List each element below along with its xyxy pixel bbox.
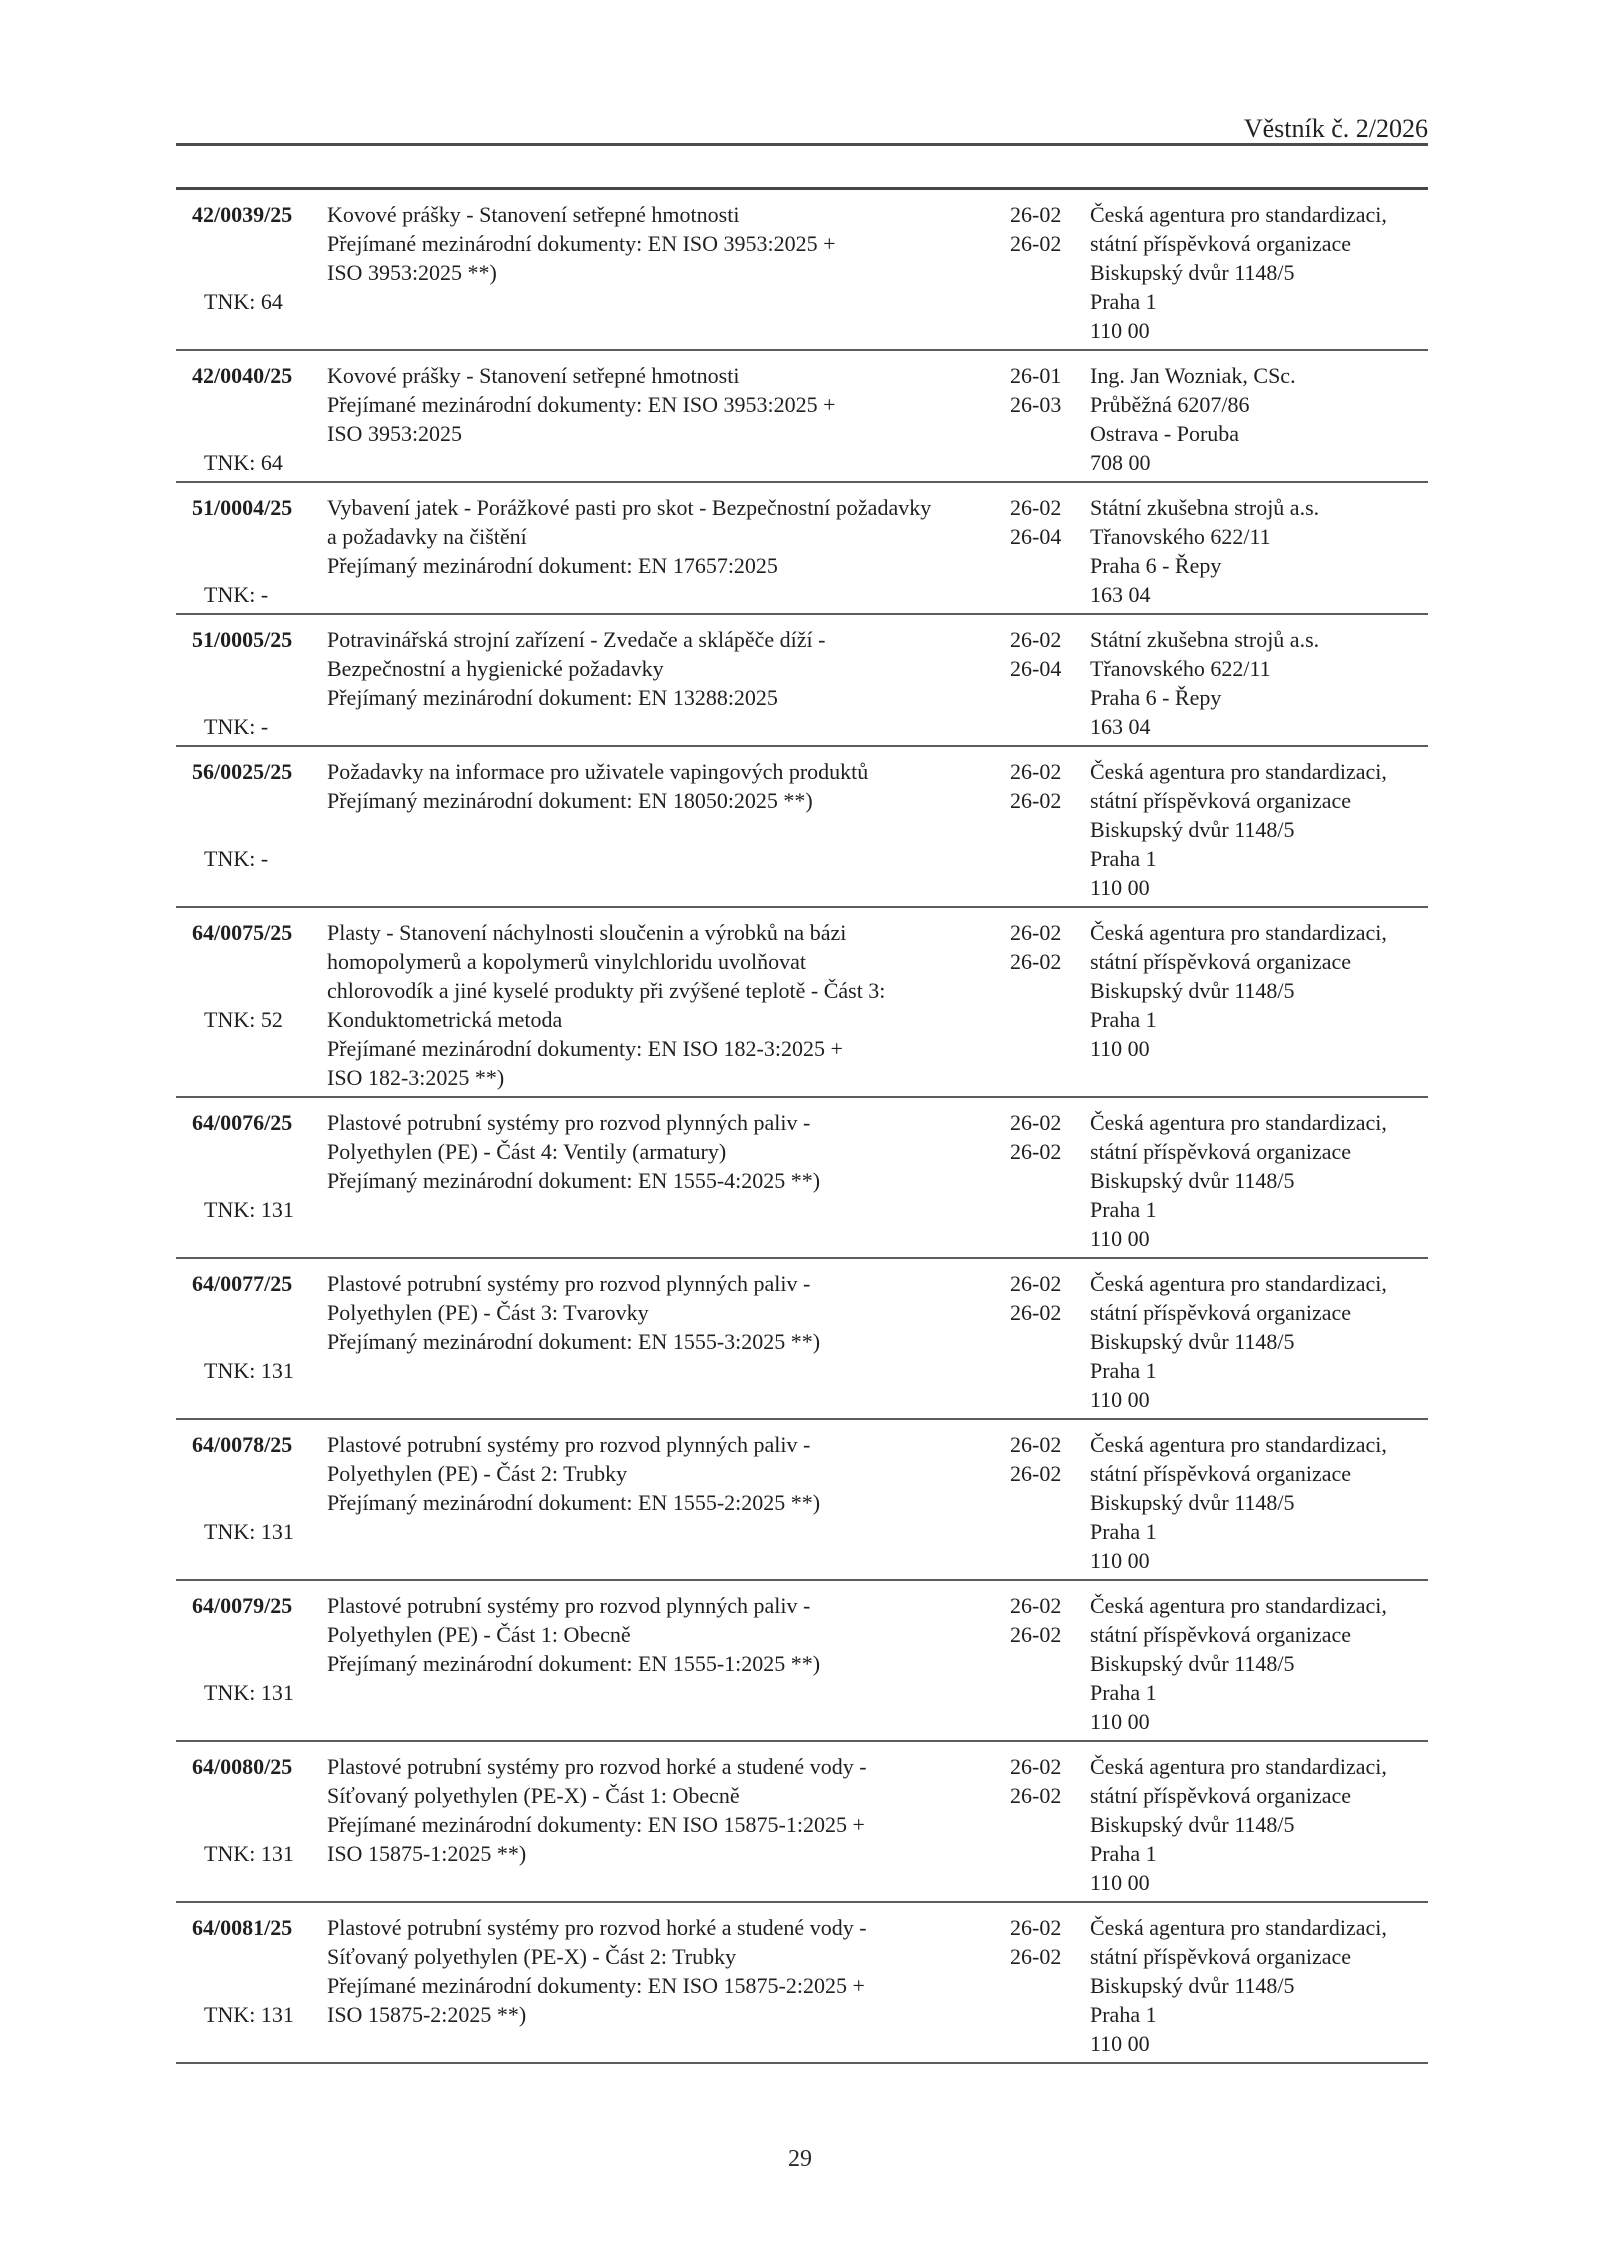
row-id-cell [176,200,327,345]
organization-line: Česká agentura pro standardizaci, [1090,1271,1387,1296]
date-value: 26-02 [1010,920,1062,945]
organization-line: 110 00 [1090,1870,1150,1895]
standard-id: 42/0040/25 [192,363,293,388]
row-description [327,200,1008,345]
organization-line: státní příspěvková organizace [1090,1139,1352,1164]
organization-line: Biskupský dvůr 1148/5 [1090,1490,1295,1515]
description-line: a požadavky na čištění [327,524,527,549]
row-description [327,1591,1008,1736]
row-description [327,1913,1008,2058]
date-value: 26-02 [1010,788,1062,813]
description-line: Přejímaný mezinárodní dokument: EN 1555-3:2025 **) [327,1329,821,1354]
description-line: ISO 182-3:2025 **) [327,1065,505,1090]
organization-line: Česká agentura pro standardizaci, [1090,1432,1387,1457]
description-line: ISO 3953:2025 [327,421,463,446]
row-dates [1008,361,1090,477]
description-line: Plastové potrubní systémy pro rozvod horké a studené vody - [327,1915,867,1940]
row-organization [1090,200,1428,345]
page-header-title: Věstník č. 2/2026 [1243,114,1428,143]
organization-line: Biskupský dvůr 1148/5 [1090,978,1295,1003]
description-line: Přejímané mezinárodní dokumenty: EN ISO 182-3:2025 + [327,1036,843,1061]
organization-line: 163 04 [1090,582,1151,607]
row-dates [1008,1430,1090,1575]
row-dates [1008,625,1090,741]
description-line: Bezpečnostní a hygienické požadavky [327,656,664,681]
organization-line: Praha 1 [1090,1841,1157,1866]
organization-line: státní příspěvková organizace [1090,1461,1352,1486]
row-dates [1008,1108,1090,1253]
description-line: Plastové potrubní systémy pro rozvod horké a studené vody - [327,1754,867,1779]
organization-line: Biskupský dvůr 1148/5 [1090,1651,1295,1676]
organization-line: Státní zkušebna strojů a.s. [1090,627,1320,652]
row-dates [1008,1752,1090,1897]
organization-line: Česká agentura pro standardizaci, [1090,1593,1387,1618]
organization-line: 110 00 [1090,1387,1150,1412]
organization-line: Průběžná 6207/86 [1090,392,1250,417]
row-id-cell [176,493,327,609]
date-value: 26-04 [1010,524,1062,549]
date-value: 26-02 [1010,1461,1062,1486]
description-line: Plasty - Stanovení náchylnosti sloučenin a výrobků na bázi [327,920,847,945]
description-line: Polyethylen (PE) - Část 4: Ventily (armatury) [327,1139,727,1164]
description-line: Vybavení jatek - Porážkové pasti pro skot - Bezpečnostní požadavky [327,495,932,520]
date-value: 26-01 [1010,363,1062,388]
row-organization [1090,361,1428,477]
page-number: 29 [788,2146,812,2172]
description-line: Polyethylen (PE) - Část 1: Obecně [327,1622,631,1647]
tnk-label: TNK: 131 [204,1197,294,1222]
description-line: Přejímaný mezinárodní dokument: EN 17657:2025 [327,553,778,578]
description-line: Konduktometrická metoda [327,1007,563,1032]
row-dates [1008,1913,1090,2058]
organization-line: Praha 1 [1090,289,1157,314]
date-value: 26-02 [1010,1915,1062,1940]
description-line: Přejímaný mezinárodní dokument: EN 1555-1:2025 **) [327,1651,821,1676]
description-line: ISO 15875-1:2025 **) [327,1841,527,1866]
table-row [176,747,1428,908]
date-value: 26-04 [1010,656,1062,681]
table-row [176,483,1428,615]
row-id-cell [176,1430,327,1575]
organization-line: Praha 1 [1090,2002,1157,2027]
organization-line: Biskupský dvůr 1148/5 [1090,1812,1295,1837]
standard-id: 64/0078/25 [192,1432,293,1457]
description-line: Přejímané mezinárodní dokumenty: EN ISO 3953:2025 + [327,392,836,417]
row-id-cell [176,1269,327,1414]
standard-id: 64/0077/25 [192,1271,293,1296]
row-description [327,1108,1008,1253]
date-value: 26-02 [1010,495,1062,520]
organization-line: státní příspěvková organizace [1090,788,1352,813]
date-value: 26-02 [1010,1754,1062,1779]
row-organization [1090,493,1428,609]
row-description [327,918,1008,1092]
date-value: 26-02 [1010,1300,1062,1325]
tnk-label: TNK: - [204,714,269,739]
row-organization [1090,918,1428,1092]
organization-line: Státní zkušebna strojů a.s. [1090,495,1320,520]
description-line: Přejímané mezinárodní dokumenty: EN ISO 15875-2:2025 + [327,1973,865,1998]
organization-line: Biskupský dvůr 1148/5 [1090,1973,1295,1998]
organization-line: Praha 6 - Řepy [1090,553,1222,578]
organization-line: 163 04 [1090,714,1151,739]
table-row [176,351,1428,483]
organization-line: Česká agentura pro standardizaci, [1090,759,1387,784]
standard-id: 64/0076/25 [192,1110,293,1135]
organization-line: Česká agentura pro standardizaci, [1090,202,1387,227]
row-dates [1008,200,1090,345]
row-dates [1008,1591,1090,1736]
row-id-cell [176,1591,327,1736]
table-row [176,1420,1428,1581]
description-line: Kovové prášky - Stanovení setřepné hmotnosti [327,202,740,227]
row-description [327,625,1008,741]
organization-line: Ostrava - Poruba [1090,421,1240,446]
organization-line: 110 00 [1090,318,1150,343]
organization-line: Biskupský dvůr 1148/5 [1090,1329,1295,1354]
row-dates [1008,493,1090,609]
description-line: Síťovaný polyethylen (PE-X) - Část 1: Obecně [327,1783,740,1808]
standard-id: 64/0079/25 [192,1593,293,1618]
organization-line: Praha 1 [1090,1197,1157,1222]
date-value: 26-02 [1010,627,1062,652]
row-description [327,1430,1008,1575]
organization-line: státní příspěvková organizace [1090,1944,1352,1969]
description-line: ISO 15875-2:2025 **) [327,2002,527,2027]
tnk-label: TNK: 131 [204,1358,294,1383]
organization-line: Praha 1 [1090,1519,1157,1544]
row-id-cell [176,1752,327,1897]
row-id-cell [176,1108,327,1253]
description-line: Požadavky na informace pro uživatele vapingových produktů [327,759,869,784]
tnk-label: TNK: - [204,846,269,871]
description-line: Síťovaný polyethylen (PE-X) - Část 2: Trubky [327,1944,737,1969]
standard-id: 64/0081/25 [192,1915,293,1940]
description-line: Přejímaný mezinárodní dokument: EN 18050:2025 **) [327,788,813,813]
description-line: Polyethylen (PE) - Část 2: Trubky [327,1461,628,1486]
date-value: 26-02 [1010,1783,1062,1808]
row-description [327,757,1008,902]
description-line: Polyethylen (PE) - Část 3: Tvarovky [327,1300,649,1325]
description-line: Přejímané mezinárodní dokumenty: EN ISO 15875-1:2025 + [327,1812,865,1837]
row-organization [1090,757,1428,902]
organization-line: státní příspěvková organizace [1090,949,1352,974]
row-description [327,493,1008,609]
date-value: 26-02 [1010,1139,1062,1164]
description-line: ISO 3953:2025 **) [327,260,497,285]
organization-line: Česká agentura pro standardizaci, [1090,1915,1387,1940]
row-id-cell [176,1913,327,2058]
tnk-label: TNK: 131 [204,1519,294,1544]
row-dates [1008,1269,1090,1414]
row-id-cell [176,361,327,477]
date-value: 26-03 [1010,392,1062,417]
organization-line: Česká agentura pro standardizaci, [1090,1754,1387,1779]
organization-line: 110 00 [1090,1709,1150,1734]
date-value: 26-02 [1010,1622,1062,1647]
description-line: chlorovodík a jiné kyselé produkty při zvýšené teplotě - Část 3: [327,978,886,1003]
table-row [176,908,1428,1098]
date-value: 26-02 [1010,231,1062,256]
description-line: Plastové potrubní systémy pro rozvod plynných paliv - [327,1110,811,1135]
standards-table [176,187,1428,2064]
row-organization [1090,625,1428,741]
row-organization [1090,1430,1428,1575]
organization-line: Ing. Jan Wozniak, CSc. [1090,363,1296,388]
date-value: 26-02 [1010,759,1062,784]
description-line: Plastové potrubní systémy pro rozvod plynných paliv - [327,1432,811,1457]
organization-line: Biskupský dvůr 1148/5 [1090,260,1295,285]
organization-line: Třanovského 622/11 [1090,656,1271,681]
row-organization [1090,1752,1428,1897]
tnk-label: TNK: 64 [204,289,283,314]
tnk-label: TNK: 52 [204,1007,283,1032]
standard-id: 51/0004/25 [192,495,293,520]
row-organization [1090,1913,1428,2058]
organization-line: státní příspěvková organizace [1090,231,1352,256]
tnk-label: TNK: 131 [204,2002,294,2027]
description-line: Přejímaný mezinárodní dokument: EN 1555-2:2025 **) [327,1490,821,1515]
tnk-label: TNK: - [204,582,269,607]
organization-line: státní příspěvková organizace [1090,1622,1352,1647]
standard-id: 56/0025/25 [192,759,293,784]
organization-line: státní příspěvková organizace [1090,1300,1352,1325]
description-line: Plastové potrubní systémy pro rozvod plynných paliv - [327,1593,811,1618]
organization-line: Praha 1 [1090,1007,1157,1032]
tnk-label: TNK: 131 [204,1680,294,1705]
organization-line: 110 00 [1090,1548,1150,1573]
description-line: Přejímaný mezinárodní dokument: EN 13288:2025 [327,685,778,710]
row-id-cell [176,625,327,741]
header-rule [176,143,1428,146]
organization-line: Biskupský dvůr 1148/5 [1090,817,1295,842]
standard-id: 51/0005/25 [192,627,293,652]
row-organization [1090,1108,1428,1253]
date-value: 26-02 [1010,1271,1062,1296]
organization-line: Biskupský dvůr 1148/5 [1090,1168,1295,1193]
row-description [327,1752,1008,1897]
description-line: Kovové prášky - Stanovení setřepné hmotnosti [327,363,740,388]
organization-line: 110 00 [1090,2031,1150,2056]
organization-line: Praha 1 [1090,1358,1157,1383]
organization-line: 708 00 [1090,450,1151,475]
date-value: 26-02 [1010,1944,1062,1969]
organization-line: 110 00 [1090,875,1150,900]
row-id-cell [176,918,327,1092]
organization-line: Česká agentura pro standardizaci, [1090,1110,1387,1135]
date-value: 26-02 [1010,1432,1062,1457]
organization-line: 110 00 [1090,1226,1150,1251]
tnk-label: TNK: 131 [204,1841,294,1866]
organization-line: Česká agentura pro standardizaci, [1090,920,1387,945]
row-id-cell [176,757,327,902]
organization-line: státní příspěvková organizace [1090,1783,1352,1808]
date-value: 26-02 [1010,1110,1062,1135]
date-value: 26-02 [1010,202,1062,227]
row-dates [1008,918,1090,1092]
table-row [176,190,1428,351]
date-value: 26-02 [1010,949,1062,974]
table-row [176,1581,1428,1742]
description-line: Přejímaný mezinárodní dokument: EN 1555-4:2025 **) [327,1168,821,1193]
row-description [327,1269,1008,1414]
date-value: 26-02 [1010,1593,1062,1618]
standard-id: 64/0080/25 [192,1754,293,1779]
description-line: homopolymerů a kopolymerů vinylchloridu uvolňovat [327,949,807,974]
description-line: Přejímané mezinárodní dokumenty: EN ISO 3953:2025 + [327,231,836,256]
organization-line: 110 00 [1090,1036,1150,1061]
standard-id: 42/0039/25 [192,202,293,227]
description-line: Potravinářská strojní zařízení - Zvedače a sklápěče díží - [327,627,826,652]
row-dates [1008,757,1090,902]
table-row [176,1742,1428,1903]
row-organization [1090,1591,1428,1736]
organization-line: Praha 1 [1090,1680,1157,1705]
standard-id: 64/0075/25 [192,920,293,945]
row-organization [1090,1269,1428,1414]
row-description [327,361,1008,477]
tnk-label: TNK: 64 [204,450,283,475]
organization-line: Praha 1 [1090,846,1157,871]
table-row [176,1903,1428,2064]
organization-line: Praha 6 - Řepy [1090,685,1222,710]
table-row [176,1098,1428,1259]
description-line: Plastové potrubní systémy pro rozvod plynných paliv - [327,1271,811,1296]
organization-line: Třanovského 622/11 [1090,524,1271,549]
table-row [176,615,1428,747]
table-row [176,1259,1428,1420]
